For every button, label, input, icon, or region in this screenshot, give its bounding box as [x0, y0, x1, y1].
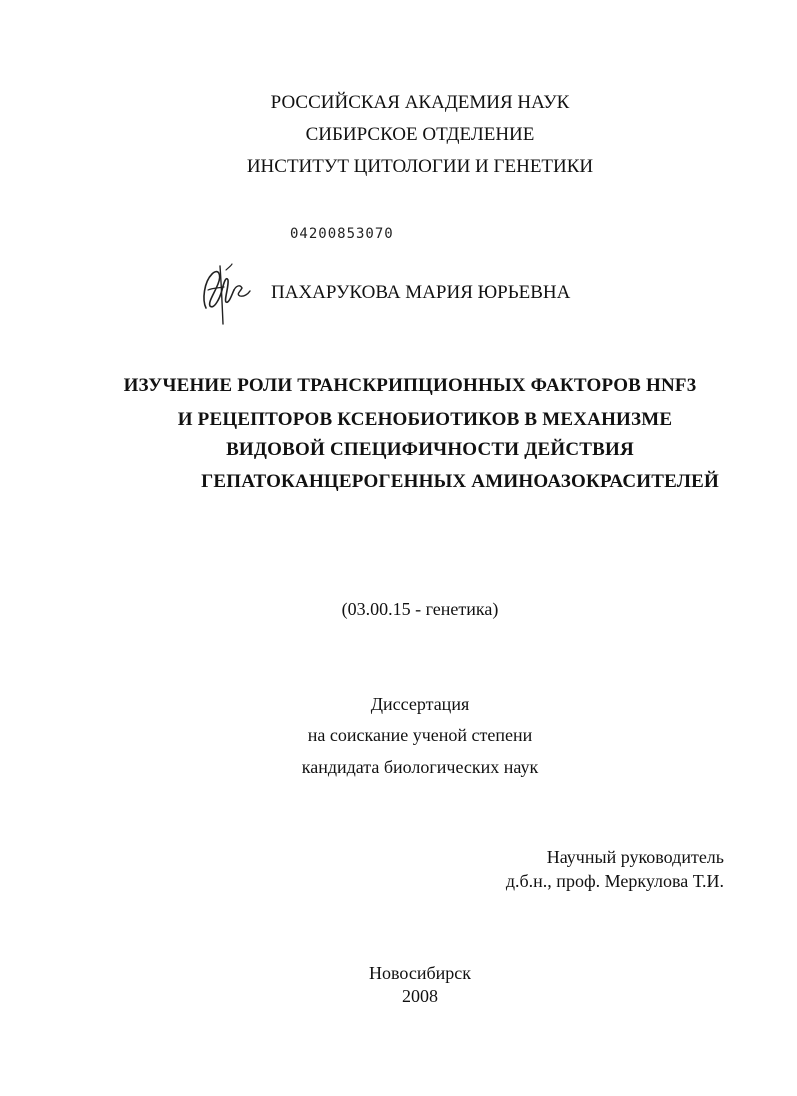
city: Новосибирск — [369, 963, 471, 983]
registration-code: 04200853070 — [290, 226, 394, 242]
title-line-1: ИЗУЧЕНИЕ РОЛИ ТРАНСКРИПЦИОННЫХ ФАКТОРОВ HNF3 — [123, 375, 697, 396]
academy-heading: РОССИЙСКАЯ АКАДЕМИЯ НАУК — [270, 92, 570, 113]
supervisor-name: д.б.н., проф. Меркулова Т.И. — [505, 871, 724, 891]
title-line-3: ВИДОВОЙ СПЕЦИФИЧНОСТИ ДЕЙСТВИЯ — [226, 439, 634, 460]
title-line-2: И РЕЦЕПТОРОВ КСЕНОБИОТИКОВ В МЕХАНИЗМЕ — [177, 409, 673, 430]
institute-heading: ИНСТИТУТ ЦИТОЛОГИИ И ГЕНЕТИКИ — [246, 156, 594, 177]
supervisor-label: Научный руководитель — [546, 847, 724, 867]
degree-line-3: кандидата биологических наук — [301, 757, 539, 777]
title-line-4: ГЕПАТОКАНЦЕРОГЕННЫХ АМИНОАЗОКРАСИТЕЛЕЙ — [201, 471, 719, 492]
author-name: ПАХАРУКОВА МАРИЯ ЮРЬЕВНА — [271, 282, 571, 303]
degree-line-1: Диссертация — [370, 694, 470, 714]
signature-icon — [196, 260, 256, 326]
year: 2008 — [402, 986, 438, 1006]
degree-line-2: на соискание ученой степени — [307, 725, 533, 745]
branch-heading: СИБИРСКОЕ ОТДЕЛЕНИЕ — [305, 124, 535, 145]
specialty-code: (03.00.15 - генетика) — [341, 599, 499, 619]
